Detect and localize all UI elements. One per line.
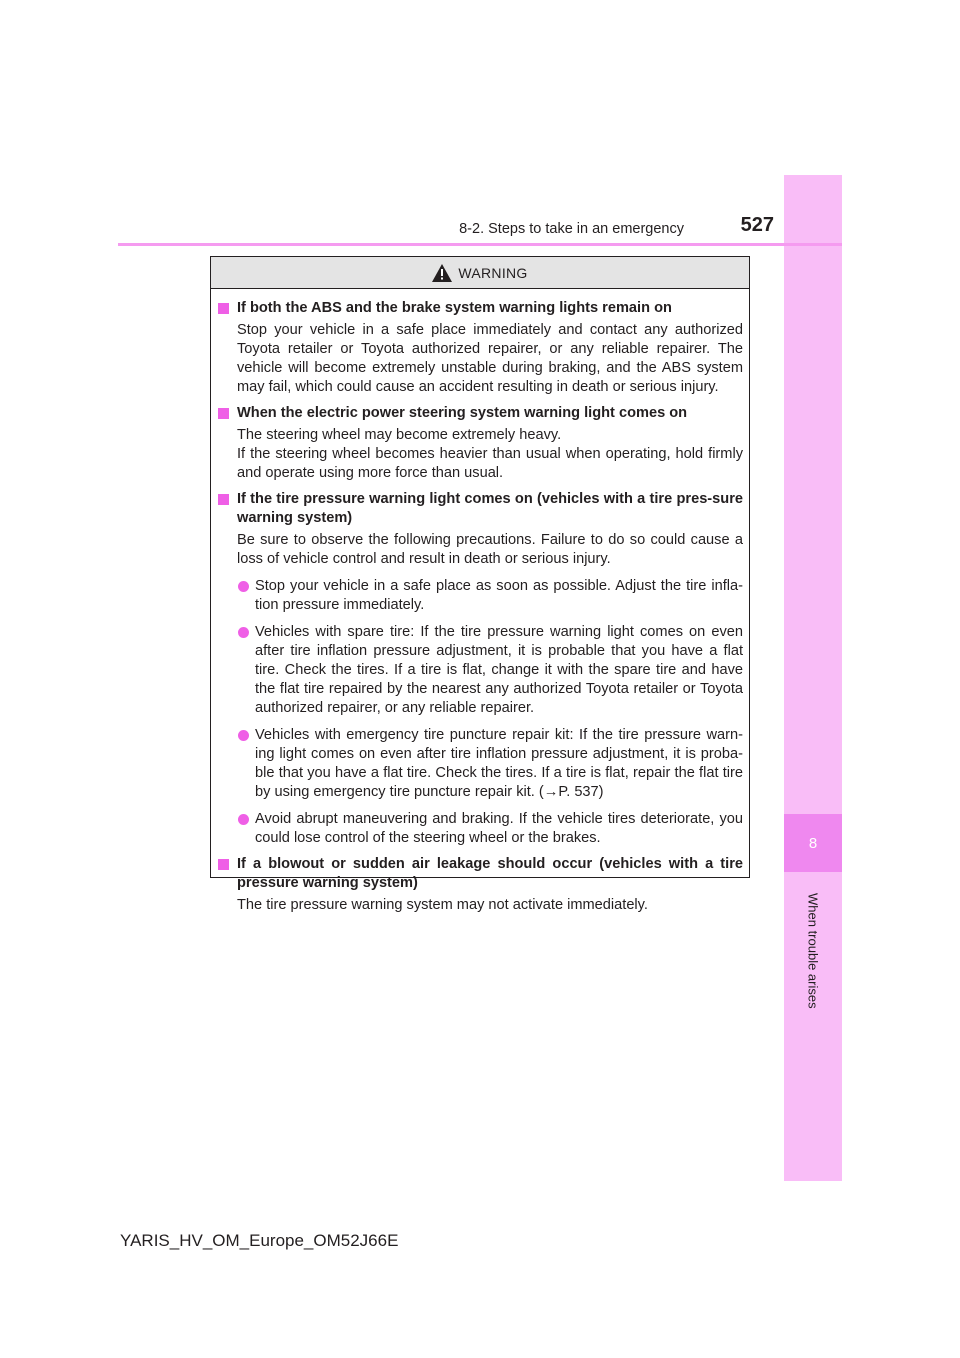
warning-item-text: Be sure to observe the following precautions. Failure to do so could cause a loss of vehicle control and result in death or serious injury.: [237, 532, 743, 567]
header-rule: [118, 243, 842, 246]
warning-box: [210, 256, 750, 913]
warning-item: [218, 855, 743, 915]
warning-triangle-icon: [432, 264, 452, 282]
round-bullet-icon: [238, 627, 249, 638]
warning-bullet: [218, 810, 743, 848]
square-bullet-icon: [218, 859, 229, 870]
warning-item-title: [218, 299, 743, 318]
warning-bullet: [218, 623, 743, 718]
warning-item-title: [218, 490, 743, 528]
warning-bullet-text: Vehicles with emergency tire puncture repair kit: If the tire pressure warn-ing light comes on even after tire inflation pressure adjustment, it is proba-ble that you have a flat tire. Check the tires. If a tire is flat, repair the flat tire by using emergency tire puncture repair kit. (→P. 537): [255, 727, 743, 800]
warning-bullet: [218, 577, 743, 615]
warning-bullet-text: Vehicles with spare tire: If the tire pressure warning light comes on even after tire inflation pressure adjustment, it is probable that you have a flat tire. Check the tires. If a tire is flat, change it with the spare tire and have the flat tire repaired by the nearest any authorized Toyota retailer or Toyota authorized repairer, or any reliable repairer.: [255, 624, 743, 716]
round-bullet-icon: [238, 730, 249, 741]
square-bullet-icon: [218, 408, 229, 419]
warning-item: [218, 490, 743, 848]
warning-item-title: [218, 404, 743, 423]
warning-item: [218, 299, 743, 397]
warning-item-title-text: If both the ABS and the brake system warning lights remain on: [237, 300, 672, 316]
warning-item-title-text: If the tire pressure warning light comes on (vehicles with a tire pres-sure warning system): [237, 491, 743, 526]
warning-item-title-text: If a blowout or sudden air leakage should occur (vehicles with a tire pressure warning system): [237, 856, 743, 891]
chapter-label: [783, 881, 843, 1021]
document-code: YARIS_HV_OM_Europe_OM52J66E: [120, 1231, 399, 1250]
warning-item-title: [218, 855, 743, 893]
square-bullet-icon: [218, 303, 229, 314]
round-bullet-icon: [238, 581, 249, 592]
warning-bullet: [218, 726, 743, 802]
warning-bullet-text: Avoid abrupt maneuvering and braking. If the vehicle tires deteriorate, you could lose control of the steering wheel or the brakes.: [255, 811, 743, 846]
warning-item-text: The steering wheel may become extremely heavy.: [237, 427, 562, 443]
warning-item-title-text: When the electric power steering system warning light comes on: [237, 405, 688, 421]
square-bullet-icon: [218, 494, 229, 505]
warning-item: [218, 404, 743, 483]
warning-item-text: Stop your vehicle in a safe place immediately and contact any authorized Toyota retailer or Toyota authorized repairer, or any reliable repairer. The vehicle will become extremely unstable during braking, and the ABS system may fail, which could cause an accident resulting in death or serious injury.: [237, 322, 743, 395]
section-title: 8-2. Steps to take in an emergency: [459, 221, 684, 237]
side-tab: [784, 175, 842, 1181]
warning-body: [211, 289, 749, 915]
chapter-label-text: When trouble arises: [805, 893, 821, 1009]
warning-title: WARNING: [458, 264, 528, 281]
chapter-number-badge: 8: [784, 814, 842, 872]
warning-item-text: If the steering wheel becomes heavier than usual when operating, hold firmly and operate using more force than usual.: [237, 446, 743, 481]
warning-bullet-text: Stop your vehicle in a safe place as soon as possible. Adjust the tire infla-tion pressure immediately.: [255, 578, 743, 613]
warning-item-text: The tire pressure warning system may not activate immediately.: [237, 897, 648, 913]
page-number: 527: [740, 214, 774, 236]
warning-header: [211, 257, 749, 289]
round-bullet-icon: [238, 814, 249, 825]
